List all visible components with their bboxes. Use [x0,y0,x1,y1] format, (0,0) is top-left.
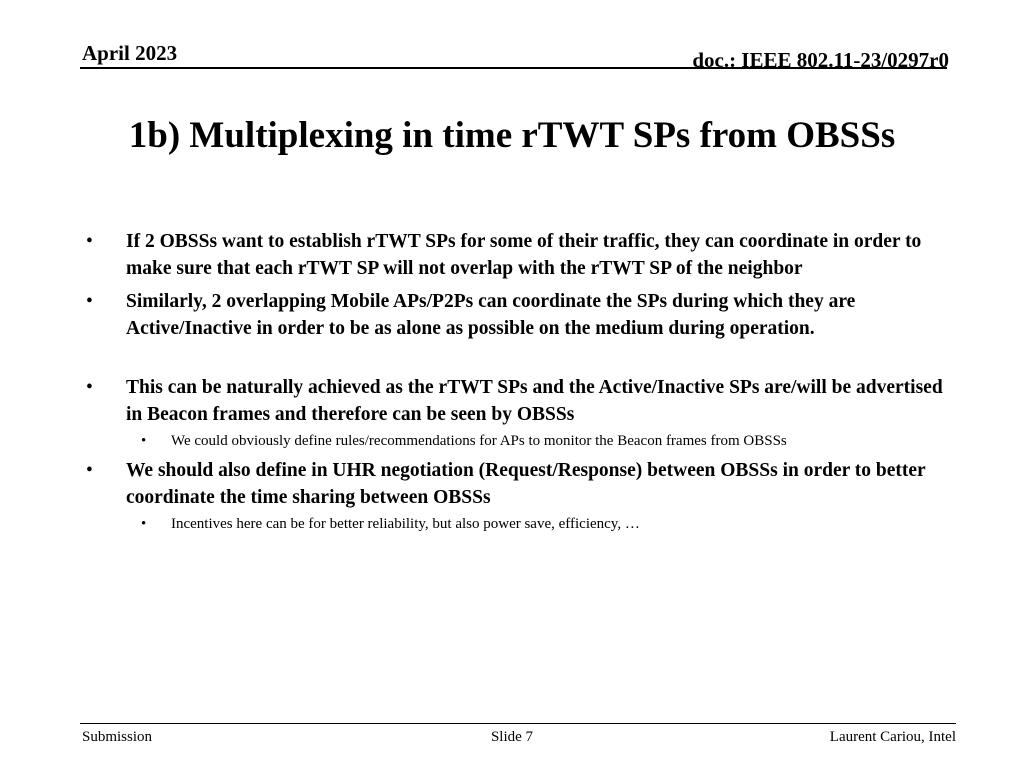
footer-author: Laurent Cariou, Intel [829,729,956,745]
bullet-icon: • [86,460,93,481]
bullet-icon: • [86,291,93,312]
bullet-icon: • [86,377,93,398]
footer-submission: Submission [82,729,153,745]
bullet-text: This can be naturally achieved as the rTWT SPs and the Active/Inactive SPs are/will be advertised in Beacon frames and therefore can be seen by OBSSs [126,377,943,425]
sub-bullet-list [126,431,962,451]
sub-bullet-list [126,514,962,534]
sub-bullet-icon: • [141,433,147,449]
header-date: April 2023 [82,41,178,65]
sub-bullet-text: Incentives here can be for better reliability, but also power save, efficiency, … [171,516,640,532]
bullet-list [82,228,962,540]
bullet-text: If 2 OBSSs want to establish rTWT SPs for some of their traffic, they can coordinate in order to make sure that each rTWT SP will not overlap with the rTWT SP of the neighbor [126,231,922,279]
sub-bullet-text: We could obviously define rules/recommendations for APs to monitor the Beacon frames from OBSSs [171,433,787,449]
bullet-text: We should also define in UHR negotiation (Request/Response) between OBSSs in order to better coordinate the time sharing between OBSSs [126,460,926,508]
header-doc-id: doc.: IEEE 802.11-23/0297r0 [692,48,949,72]
bullet-item [82,288,962,342]
header-divider [80,67,947,69]
bullet-icon: • [86,231,93,252]
footer-slide-number: Slide 7 [490,729,534,745]
footer-divider [80,723,956,724]
bullet-item [82,457,962,534]
bullet-text: Similarly, 2 overlapping Mobile APs/P2Ps can coordinate the SPs during which they are Active/Inactive in order to be as alone as possible on the medium during operation. [126,291,856,339]
sub-bullet-item [126,514,962,534]
bullet-item [82,374,962,451]
sub-bullet-item [126,431,962,451]
slide-title: 1b) Multiplexing in time rTWT SPs from OBSSs [128,115,896,156]
sub-bullet-icon: • [141,516,147,532]
bullet-item [82,228,962,282]
